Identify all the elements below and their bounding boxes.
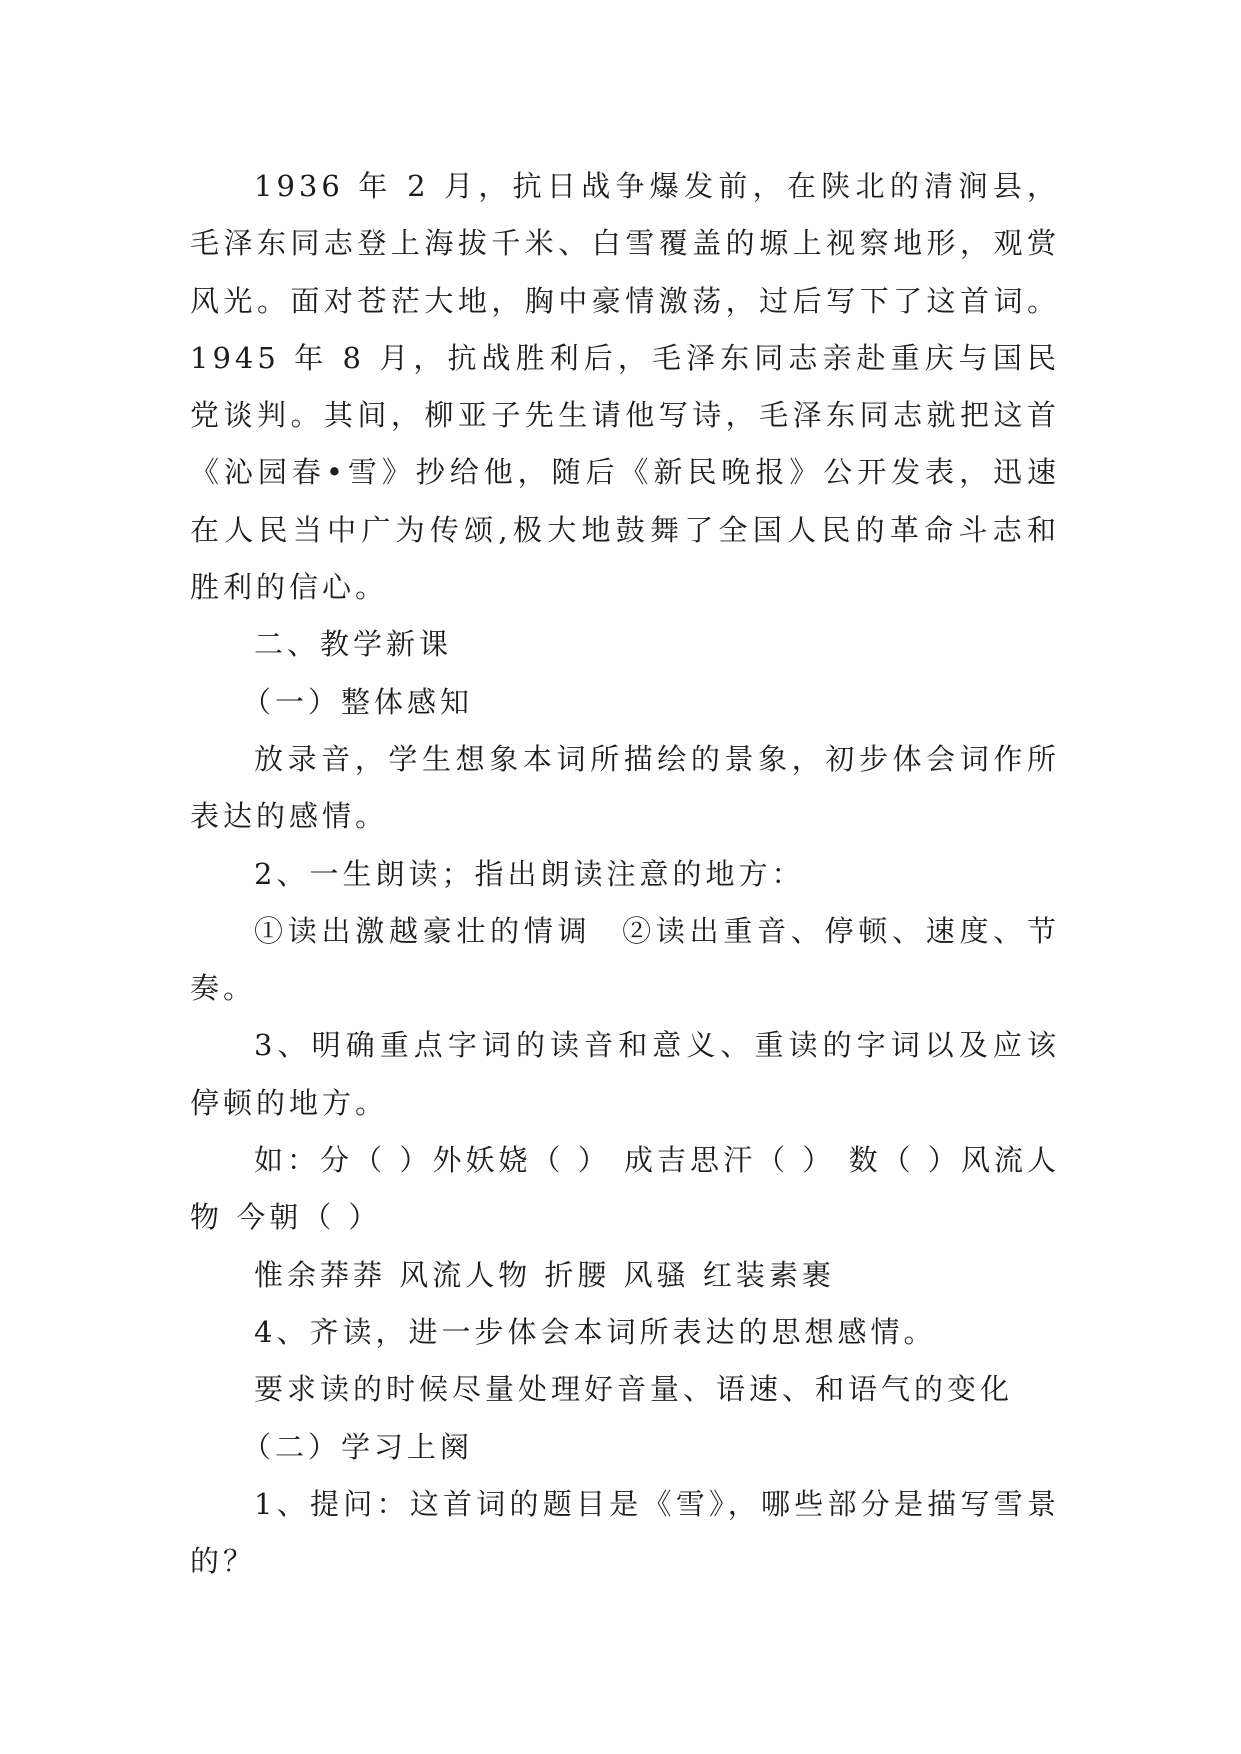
subsection-heading-overall-perception: （一）整体感知: [242, 684, 474, 719]
step-3-example: 如：分（ ）外妖娆（ ） 成吉思汗（ ） 数（ ）风流人物 今朝（ ）: [190, 1143, 1060, 1235]
step-1-paragraph: 放录音，学生想象本词所描绘的景象，初步体会词作所表达的感情。: [190, 741, 1060, 834]
step-2-paragraph: 2、一生朗读；指出朗读注意的地方：: [254, 856, 805, 891]
subsection-heading-upper-stanza: （二）学习上阕: [242, 1429, 474, 1464]
step-3-words: 惟余莽莽 风流人物 折腰 风骚 红装素裹: [254, 1257, 835, 1292]
step-2-point-a: ①读出激越豪壮的情调: [254, 913, 592, 948]
step-4-note: 要求读的时候尽量处理好音量、语速、和语气的变化: [254, 1372, 1014, 1407]
intro-paragraph: 1936 年 2 月，抗日战争爆发前，在陕北的清涧县，毛泽东同志登上海拔千米、白雪覆盖的塬上视察地形，观赏风光。面对苍茫大地，胸中豪情激荡，过后写下了这首词。1945 年 8 月，抗战胜利后，毛泽东同志亲赴重庆与国民党谈判。其间，柳亚子先生请他写诗，毛泽东同志就把这首《沁园春•雪》抄给他，随后《新民晚报》公开发表，迅速在人民当中广为传颂,极大地鼓舞了全国人民的革命斗志和胜利的信心。: [190, 169, 1060, 605]
document-body: [190, 158, 1060, 1590]
step-2-points: [190, 903, 1060, 1018]
question-1-paragraph: 1、提问：这首词的题目是《雪》，哪些部分是描写雪景的？: [190, 1486, 1060, 1579]
section-heading-new-lesson: 二、教学新课: [254, 627, 453, 662]
step-2-point-b: ②读出重音、停顿、速度、节奏。: [190, 913, 1060, 1006]
step-4-paragraph: 4、齐读，进一步体会本词所表达的思想感情。: [254, 1314, 937, 1349]
step-3-paragraph: 3、明确重点字词的读音和意义、重读的字词以及应该停顿的地方。: [190, 1028, 1060, 1120]
